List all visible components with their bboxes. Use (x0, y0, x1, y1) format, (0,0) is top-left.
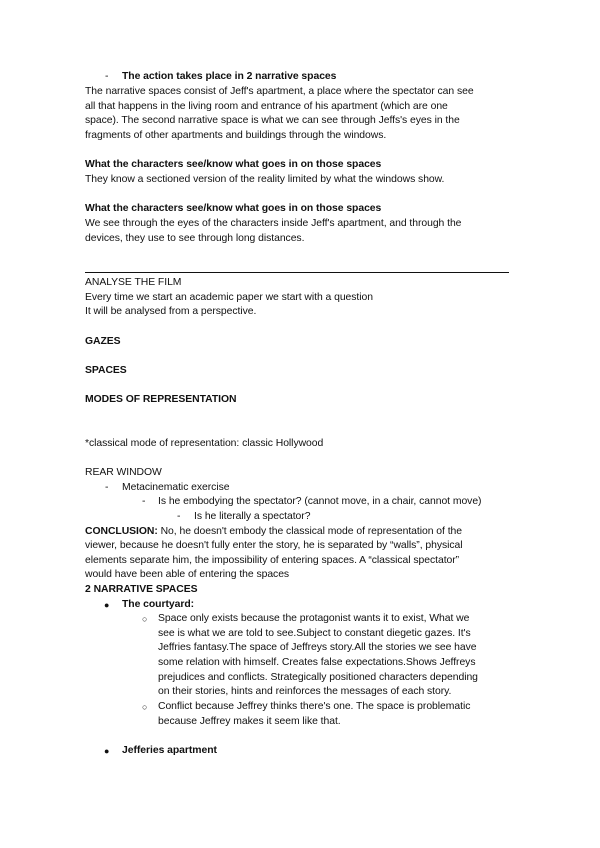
sublist-line: some relation with himself. Creates false expectations.Shows Jeffreys (158, 657, 476, 668)
sublist-line: prejudices and conflicts. Strategically positioned characters depending (158, 672, 478, 683)
paragraph-line: It will be analysed from a perspective. (85, 306, 257, 317)
bullet-marker: ● (104, 746, 110, 756)
dash-marker: - (105, 71, 109, 82)
section-heading: What the characters see/know what goes in on those spaces (85, 203, 382, 214)
dash-marker: - (142, 496, 146, 507)
circle-marker: ○ (142, 614, 148, 624)
sublist-line: on their stories, hints and reinforces the messages of each story. (158, 686, 452, 697)
note-line: *classical mode of representation: classic Hollywood (85, 438, 324, 449)
paragraph-line: fragments of other apartments and buildings through the windows. (85, 130, 387, 141)
paragraph-line: The narrative spaces consist of Jeff's apartment, a place where the spectator can see (85, 86, 474, 97)
topic-heading: SPACES (85, 365, 127, 376)
paragraph-line: They know a sectioned version of the reality limited by what the windows show. (85, 174, 445, 185)
bullet-marker: ● (104, 600, 110, 610)
sublist-line: Conflict because Jeffrey thinks there's one. The space is problematic (158, 701, 471, 712)
section-heading: REAR WINDOW (85, 467, 162, 478)
sublist-line: Jeffries fantasy.The space of Jeffreys story.All the stories we see have (158, 642, 477, 653)
conclusion-line (85, 525, 462, 540)
paragraph-line: devices, they use to see through long distances. (85, 233, 305, 244)
conclusion-text: No, he doesn't embody the classical mode of representation of the (157, 526, 462, 537)
topic-heading: GAZES (85, 336, 121, 347)
dash-marker: - (105, 482, 109, 493)
sublist-line: Space only exists because the protagonist wants it to exist, What we (158, 613, 470, 624)
horizontal-rule (85, 272, 509, 273)
list-item: Metacinematic exercise (122, 482, 230, 493)
list-item: Is he embodying the spectator? (cannot move, in a chair, cannot move) (158, 496, 482, 507)
sublist-line: see is what we are told to see.Subject to constant diegetic gazes. It's (158, 628, 471, 639)
list-item: The courtyard: (122, 599, 195, 610)
section-heading: The action takes place in 2 narrative spaces (122, 71, 337, 82)
sublist-line: because Jeffrey makes it seem like that. (158, 716, 341, 727)
paragraph-line: would have been able of entering the spaces (85, 569, 290, 580)
section-heading: What the characters see/know what goes in on those spaces (85, 159, 382, 170)
dash-marker: - (177, 511, 181, 522)
paragraph-line: space). The second narrative space is what we can see through Jeffs's eyes in the (85, 115, 460, 126)
paragraph-line: elements separate him, the impossibility of entering spaces. A “classical spectator” (85, 555, 460, 566)
paragraph-line: Every time we start an academic paper we start with a question (85, 292, 373, 303)
section-heading: 2 NARRATIVE SPACES (85, 584, 198, 595)
circle-marker: ○ (142, 702, 148, 712)
paragraph-line: viewer, because he doesn't fully enter the story, he is separated by “walls”, physical (85, 540, 463, 551)
list-item: Jefferies apartment (122, 745, 217, 756)
topic-heading: MODES OF REPRESENTATION (85, 394, 237, 405)
conclusion-label: CONCLUSION: (85, 526, 158, 537)
paragraph-line: all that happens in the living room and entrance of his apartment (which are one (85, 101, 448, 112)
paragraph-line: We see through the eyes of the characters inside Jeff's apartment, and through the (85, 218, 462, 229)
section-heading: ANALYSE THE FILM (85, 277, 182, 288)
list-item: Is he literally a spectator? (194, 511, 311, 522)
